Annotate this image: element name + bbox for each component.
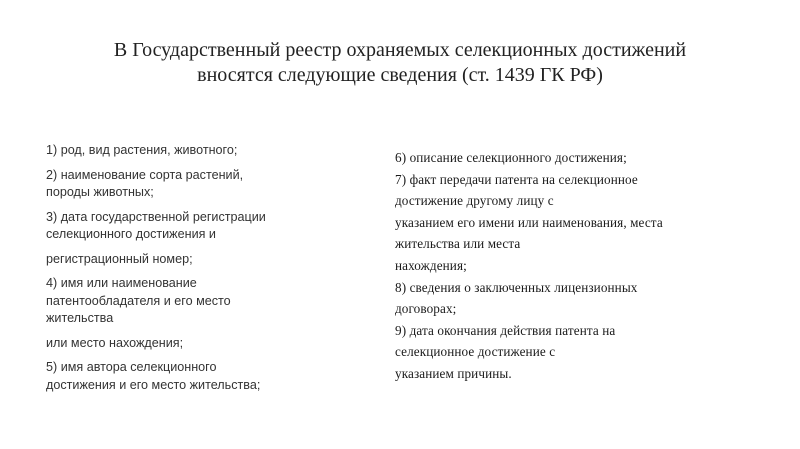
- list-item-line: селекционного достижения и: [46, 227, 216, 241]
- list-item-line: 1) род, вид растения, животного;: [46, 143, 238, 157]
- list-item-line: или место нахождения;: [46, 335, 184, 350]
- list-item: [46, 142, 336, 160]
- list-item-line: патентообладателя и его место: [46, 293, 231, 308]
- list-item: [46, 275, 336, 328]
- list-item-line: породы животных;: [46, 185, 154, 199]
- list-item: [46, 167, 336, 202]
- right-text-line: достижение другому лицу с: [395, 193, 554, 209]
- right-text-line: 7) факт передачи патента на селекционное: [395, 171, 638, 187]
- right-text-line: договорах;: [395, 301, 457, 317]
- slide-title: [40, 38, 760, 88]
- right-text-line: указанием его имени или наименования, места: [395, 214, 663, 230]
- list-item-line: 5) имя автора селекционного: [46, 360, 217, 374]
- list-item-line: жительства: [46, 311, 114, 325]
- right-text-line: 8) сведения о заключенных лицензионных: [395, 279, 638, 295]
- right-text-line: селекционное достижение с: [395, 344, 556, 360]
- list-item: [46, 251, 336, 269]
- title-line-2: вносятся следующие сведения (ст. 1439 ГК РФ): [197, 64, 603, 86]
- list-item-line: 4) имя или наименование: [46, 276, 197, 290]
- right-text-line: 6) описание селекционного достижения;: [395, 150, 627, 165]
- list-item: [46, 359, 336, 394]
- right-text-line: жительства или места: [395, 236, 521, 252]
- title-line-1: В Государственный реестр охраняемых селекционных достижений: [113, 39, 687, 61]
- list-item-line: достижения и его место жительства;: [46, 377, 261, 392]
- left-column-list: [46, 142, 336, 401]
- right-text-line: нахождения;: [395, 257, 467, 273]
- right-text-line: 9) дата окончания действия патента на: [395, 322, 616, 338]
- list-item-line: регистрационный номер;: [46, 251, 193, 266]
- list-item-line: 3) дата государственной регистрации: [46, 209, 266, 224]
- list-item: [46, 335, 336, 353]
- list-item: [46, 209, 336, 244]
- right-text-line: указанием причины.: [395, 365, 512, 381]
- right-column-text: [395, 147, 765, 385]
- list-item-line: 2) наименование сорта растений,: [46, 167, 244, 182]
